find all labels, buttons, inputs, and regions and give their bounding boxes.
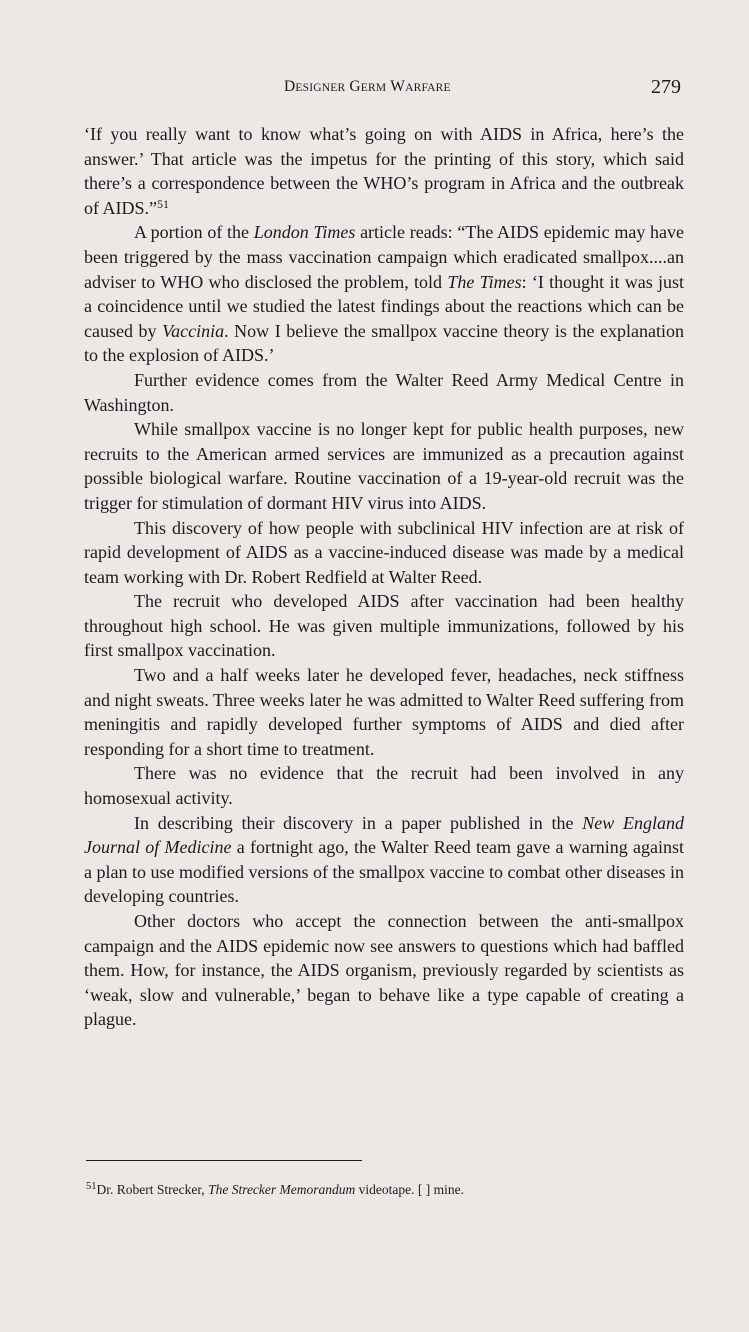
paragraph: There was no evidence that the recruit had been involved in any homosexual activity.: [84, 763, 684, 809]
paragraph: In describing their discovery in a paper published in the New England Journal of Medicine a fortnight ago, the Walter Reed team gave a warning against a plan to use modified versions of the smallpox vaccine to combat other diseases in developing countries.: [84, 812, 684, 907]
publication-title: London Times: [253, 222, 356, 243]
publication-title: New England Journal of Medicine: [84, 812, 684, 858]
running-head: [284, 78, 451, 96]
footnote-divider: [86, 1160, 362, 1161]
paragraph: This discovery of how people with subclinical HIV infection are at risk of rapid development of AIDS as a vaccine-induced disease was made by a medical team working with Dr. Robert Redfield at Walter Reed.: [84, 517, 684, 587]
paragraph: ‘If you really want to know what’s going on with AIDS in Africa, here’s the answer.’ That article was the impetus for the printing of this story, which said there’s a correspondence between the WHO’s program in Africa and the outbreak of AIDS.”$^{51}$: [84, 124, 684, 218]
running-title: DESIGNER GERM WARFARE: [284, 78, 451, 95]
body-text: [84, 122, 684, 1032]
page-number: 279: [651, 76, 681, 98]
paragraph: The recruit who developed AIDS after vaccination had been healthy throughout high school. He was given multiple immunizations, followed by his first smallpox vaccination.: [84, 591, 684, 661]
paragraph: Further evidence comes from the Walter Reed Army Medical Centre in Washington.: [84, 369, 684, 415]
paragraph: While smallpox vaccine is no longer kept for public health purposes, new recruits to the American armed services are immunized as a precaution against possible biological warfare. Routine vaccination of a 19-year-old recruit was the trigger for stimulation of dormant HIV virus into AIDS.: [84, 419, 684, 513]
footnote-number: 51: [86, 1181, 97, 1192]
species-name: Vaccinia: [162, 320, 225, 341]
footnote-reference: 51: [157, 196, 169, 211]
publication-title: The Times: [447, 271, 522, 292]
paragraph: Other doctors who accept the connection between the anti-smallpox campaign and the AIDS epidemic now see answers to questions which had baffled them. How, for instance, the AIDS organism, previously regarded by scientists as ‘weak, slow and vulnerable,’ began to behave like a type capable of creating a plague.: [84, 911, 684, 1030]
footnote-title: The Strecker Memorandum: [208, 1182, 356, 1197]
paragraph: A portion of the London Times article reads: “The AIDS epidemic may have been triggered by the mass vaccination campaign which eradicated smallpox....an adviser to WHO who disclosed the problem, told The Times: ‘I thought it was just a coincidence until we studied the latest findings about the reactions which can be caused by Vaccinia. Now I believe the smallpox vaccine theory is the explanation to the explosion of AIDS.’: [84, 222, 685, 366]
paragraph: Two and a half weeks later he developed fever, headaches, neck stiffness and night sweats. Three weeks later he was admitted to Walter Reed suffering from meningitis and rapidly developed further symptoms of AIDS and died after responding for a short time to treatment.: [84, 665, 684, 759]
footnote: $^{51}$Dr. Robert Strecker, The Strecker Memorandum videotape. [ ] mine.: [86, 1181, 464, 1197]
